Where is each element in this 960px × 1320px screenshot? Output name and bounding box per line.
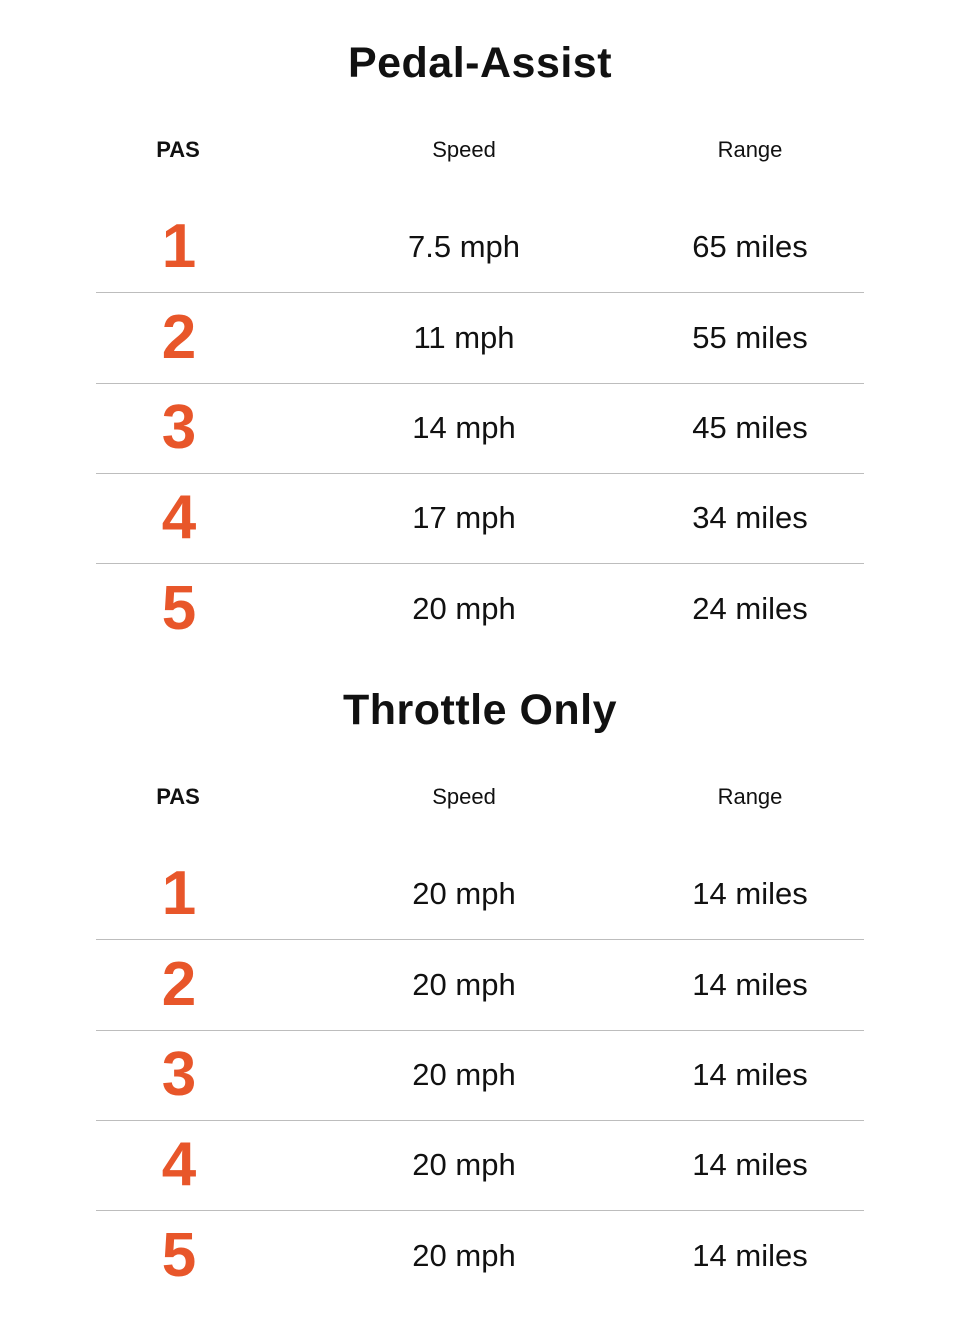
- speed-value: 17 mph: [412, 500, 516, 535]
- pas-level: 3: [161, 393, 197, 462]
- pas-level: 1: [161, 859, 197, 928]
- range-value: 14 miles: [692, 967, 808, 1002]
- section-title: Pedal-Assist: [347, 39, 613, 87]
- pas-level: 3: [161, 1040, 197, 1109]
- table-row: [96, 202, 864, 293]
- table-row: [96, 1120, 864, 1211]
- speed-value: 20 mph: [412, 591, 516, 626]
- speed-value: 20 mph: [412, 1147, 516, 1182]
- range-column-header: Range: [717, 137, 783, 162]
- table-row: [96, 849, 864, 940]
- range-value: 55 miles: [692, 320, 808, 355]
- table-header: [96, 135, 864, 165]
- range-value: 24 miles: [692, 591, 808, 626]
- table-row: [96, 1211, 864, 1301]
- table-row: [96, 293, 864, 384]
- table-header: [96, 782, 864, 812]
- pas-column-header: PAS: [156, 784, 200, 809]
- speed-value: 14 mph: [412, 410, 516, 445]
- table-row: [96, 383, 864, 474]
- speed-value: 7.5 mph: [407, 229, 520, 264]
- range-value: 34 miles: [692, 500, 808, 535]
- pas-level: 5: [161, 574, 197, 643]
- speed-value: 20 mph: [412, 967, 516, 1002]
- pas-level: 5: [161, 1221, 197, 1290]
- pas-level: 1: [161, 212, 197, 281]
- range-value: 14 miles: [692, 1147, 808, 1182]
- pas-level: 2: [161, 950, 197, 1019]
- speed-column-header: Speed: [432, 784, 496, 809]
- table-row: [96, 940, 864, 1031]
- range-value: 14 miles: [692, 876, 808, 911]
- speed-value: 20 mph: [412, 1057, 516, 1092]
- table-row: [96, 564, 864, 654]
- pas-level: 2: [161, 303, 197, 372]
- range-value: 14 miles: [692, 1057, 808, 1092]
- range-value: 65 miles: [692, 229, 808, 264]
- pas-level: 4: [161, 1130, 197, 1199]
- pas-column-header: PAS: [156, 137, 200, 162]
- speed-value: 20 mph: [412, 876, 516, 911]
- pas-level: 4: [161, 483, 197, 552]
- range-column-header: Range: [717, 784, 783, 809]
- range-value: 14 miles: [692, 1238, 808, 1273]
- table-row: [96, 473, 864, 564]
- range-value: 45 miles: [692, 410, 808, 445]
- speed-column-header: Speed: [432, 137, 496, 162]
- speed-value: 11 mph: [413, 320, 515, 355]
- table-row: [96, 1030, 864, 1121]
- speed-value: 20 mph: [412, 1238, 516, 1273]
- section-title: Throttle Only: [342, 686, 618, 734]
